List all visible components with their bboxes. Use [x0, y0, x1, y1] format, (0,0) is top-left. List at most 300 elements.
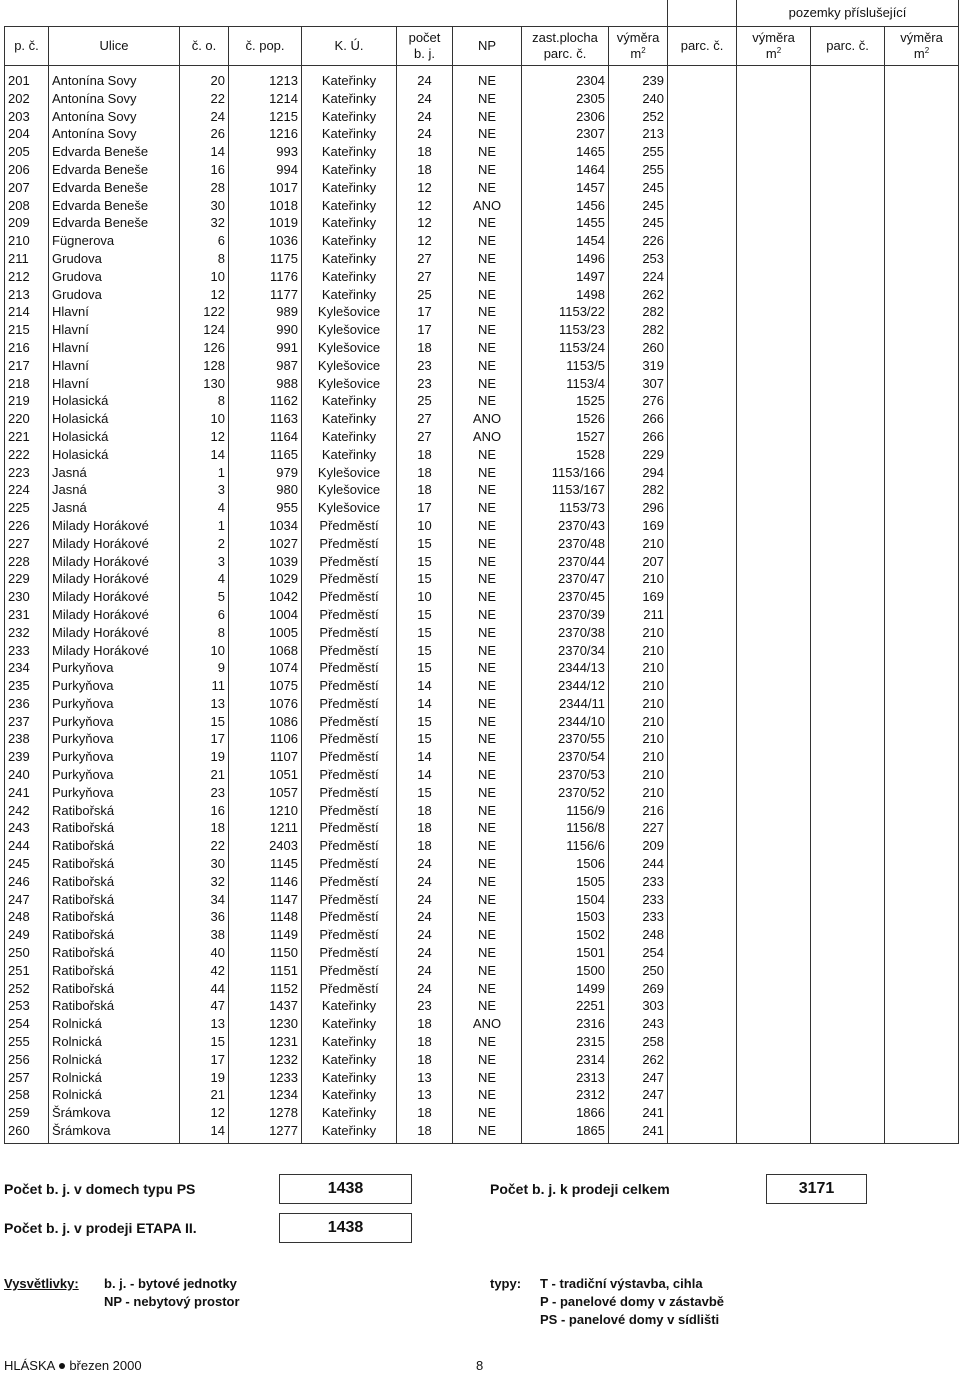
cell-vymera: 210 — [609, 624, 668, 642]
cell-empty — [737, 748, 811, 766]
cell-zast-parc: 1499 — [522, 980, 609, 998]
cell-np: NE — [453, 1122, 522, 1143]
cell-cpop: 1029 — [229, 570, 302, 588]
cell-pocet: 14 — [397, 766, 453, 784]
cell-ku: Předměstí — [302, 748, 397, 766]
cell-cpop: 1162 — [229, 392, 302, 410]
cell-zast-parc: 1505 — [522, 873, 609, 891]
cell-co: 38 — [180, 926, 229, 944]
cell-empty — [811, 642, 885, 660]
cell-ku: Předměstí — [302, 837, 397, 855]
cell-vymera: 210 — [609, 748, 668, 766]
cell-empty — [811, 677, 885, 695]
cell-cpop: 1107 — [229, 748, 302, 766]
cell-np: NE — [453, 392, 522, 410]
cell-zast-parc: 2370/38 — [522, 624, 609, 642]
cell-empty — [668, 1015, 737, 1033]
cell-cpop: 979 — [229, 464, 302, 482]
legend-np: NP - nebytový prostor — [104, 1294, 240, 1309]
cell-vymera: 250 — [609, 962, 668, 980]
table-row — [5, 90, 959, 108]
cell-empty — [737, 446, 811, 464]
table-row — [5, 908, 959, 926]
cell-ku: Kylešovice — [302, 303, 397, 321]
cell-vymera: 213 — [609, 125, 668, 143]
cell-vymera: 258 — [609, 1033, 668, 1051]
cell-empty — [811, 125, 885, 143]
cell-co: 47 — [180, 997, 229, 1015]
cell-zast-parc: 2370/39 — [522, 606, 609, 624]
cell-empty — [811, 659, 885, 677]
cell-empty — [885, 108, 959, 126]
cell-empty — [885, 250, 959, 268]
cell-np: ANO — [453, 410, 522, 428]
cell-empty — [737, 321, 811, 339]
cell-ulice: Milady Horákové — [49, 606, 180, 624]
cell-np: NE — [453, 606, 522, 624]
cell-empty — [811, 908, 885, 926]
cell-pocet: 15 — [397, 535, 453, 553]
cell-pocet: 24 — [397, 962, 453, 980]
cell-empty — [811, 802, 885, 820]
cell-empty — [668, 695, 737, 713]
cell-ulice: Rolnická — [49, 1051, 180, 1069]
cell-empty — [737, 1104, 811, 1122]
cell-co: 23 — [180, 784, 229, 802]
cell-pocet: 15 — [397, 553, 453, 571]
cell-np: NE — [453, 553, 522, 571]
cell-pocet: 13 — [397, 1086, 453, 1104]
cell-ulice: Hlavní — [49, 321, 180, 339]
cell-empty — [668, 606, 737, 624]
cell-empty — [885, 730, 959, 748]
col-parc1-header: parc. č. — [668, 27, 737, 66]
cell-vymera: 282 — [609, 321, 668, 339]
cell-empty — [668, 125, 737, 143]
cell-np: NE — [453, 802, 522, 820]
cell-empty — [885, 980, 959, 998]
cell-pocet: 27 — [397, 268, 453, 286]
cell-empty — [811, 624, 885, 642]
table-row — [5, 677, 959, 695]
cell-pc: 232 — [5, 624, 49, 642]
cell-cpop: 1018 — [229, 197, 302, 215]
cell-ku: Předměstí — [302, 962, 397, 980]
cell-ulice: Antonína Sovy — [49, 66, 180, 90]
cell-vymera: 241 — [609, 1104, 668, 1122]
cell-ulice: Ratibořská — [49, 962, 180, 980]
cell-empty — [885, 357, 959, 375]
table-row — [5, 125, 959, 143]
table-row — [5, 1104, 959, 1122]
cell-co: 19 — [180, 748, 229, 766]
cell-zast-parc: 2304 — [522, 66, 609, 90]
cell-pocet: 12 — [397, 197, 453, 215]
cell-ulice: Ratibořská — [49, 997, 180, 1015]
cell-co: 4 — [180, 499, 229, 517]
cell-pocet: 27 — [397, 428, 453, 446]
cell-empty — [885, 232, 959, 250]
cell-zast-parc: 1156/9 — [522, 802, 609, 820]
cell-ulice: Ratibořská — [49, 891, 180, 909]
cell-ulice: Holasická — [49, 392, 180, 410]
table-row — [5, 197, 959, 215]
cell-np: NE — [453, 624, 522, 642]
cell-pc: 259 — [5, 1104, 49, 1122]
cell-pocet: 15 — [397, 659, 453, 677]
cell-pocet: 13 — [397, 1069, 453, 1087]
summary-ps-label: Počet b. j. v domech typu PS — [4, 1181, 196, 1197]
legend-bj: b. j. - bytové jednotky — [104, 1276, 237, 1291]
cell-zast-parc: 1497 — [522, 268, 609, 286]
cell-pc: 247 — [5, 891, 49, 909]
cell-np: NE — [453, 980, 522, 998]
cell-ku: Kateřinky — [302, 1122, 397, 1143]
cell-pocet: 15 — [397, 730, 453, 748]
cell-np: ANO — [453, 197, 522, 215]
cell-ku: Kateřinky — [302, 90, 397, 108]
cell-cpop: 1232 — [229, 1051, 302, 1069]
cell-np: NE — [453, 819, 522, 837]
cell-empty — [885, 908, 959, 926]
cell-empty — [668, 161, 737, 179]
cell-vymera: 262 — [609, 286, 668, 304]
cell-vymera: 169 — [609, 588, 668, 606]
col-zast-header: zast.plocha parc. č. — [522, 27, 609, 66]
cell-empty — [811, 570, 885, 588]
cell-np: NE — [453, 1069, 522, 1087]
bullet-icon — [59, 1363, 65, 1369]
cell-ulice: Edvarda Beneše — [49, 214, 180, 232]
cell-co: 15 — [180, 713, 229, 731]
cell-ku: Kateřinky — [302, 1069, 397, 1087]
col-pocet-header: počet b. j. — [397, 27, 453, 66]
cell-empty — [811, 392, 885, 410]
cell-zast-parc: 2344/12 — [522, 677, 609, 695]
cell-co: 5 — [180, 588, 229, 606]
cell-pocet: 18 — [397, 143, 453, 161]
cell-zast-parc: 1153/166 — [522, 464, 609, 482]
cell-empty — [668, 926, 737, 944]
cell-pc: 227 — [5, 535, 49, 553]
cell-zast-parc: 1465 — [522, 143, 609, 161]
cell-empty — [668, 855, 737, 873]
cell-cpop: 1075 — [229, 677, 302, 695]
cell-ku: Předměstí — [302, 553, 397, 571]
cell-vymera: 211 — [609, 606, 668, 624]
cell-vymera: 239 — [609, 66, 668, 90]
cell-np: NE — [453, 321, 522, 339]
cell-ku: Předměstí — [302, 980, 397, 998]
cell-co: 32 — [180, 873, 229, 891]
cell-empty — [811, 339, 885, 357]
col-vym2-header: výměra $m^2$ — [737, 27, 811, 66]
cell-vymera: 307 — [609, 375, 668, 393]
cell-co: 26 — [180, 125, 229, 143]
cell-ku: Kateřinky — [302, 66, 397, 90]
cell-cpop: 1019 — [229, 214, 302, 232]
col-np-header: NP — [453, 27, 522, 66]
cell-pocet: 24 — [397, 926, 453, 944]
cell-pocet: 18 — [397, 339, 453, 357]
cell-zast-parc: 2370/44 — [522, 553, 609, 571]
cell-empty — [737, 624, 811, 642]
cell-co: 11 — [180, 677, 229, 695]
cell-co: 17 — [180, 730, 229, 748]
cell-pocet: 17 — [397, 499, 453, 517]
cell-zast-parc: 2314 — [522, 1051, 609, 1069]
cell-co: 1 — [180, 464, 229, 482]
table-row — [5, 748, 959, 766]
cell-empty — [668, 375, 737, 393]
cell-empty — [737, 499, 811, 517]
cell-co: 21 — [180, 766, 229, 784]
cell-empty — [811, 535, 885, 553]
cell-empty — [811, 926, 885, 944]
cell-co: 1 — [180, 517, 229, 535]
cell-co: 8 — [180, 392, 229, 410]
col-ku-header: K. Ú. — [302, 27, 397, 66]
cell-ku: Kateřinky — [302, 161, 397, 179]
table-row — [5, 944, 959, 962]
footer-publication: HLÁSKA březen 2000 — [4, 1358, 142, 1373]
cell-np: NE — [453, 268, 522, 286]
cell-ulice: Purkyňova — [49, 695, 180, 713]
cell-ulice: Edvarda Beneše — [49, 161, 180, 179]
table-row — [5, 161, 959, 179]
cell-np: NE — [453, 855, 522, 873]
cell-zast-parc: 2307 — [522, 125, 609, 143]
cell-vymera: 282 — [609, 481, 668, 499]
cell-vymera: 233 — [609, 908, 668, 926]
cell-vymera: 244 — [609, 855, 668, 873]
table-row — [5, 1033, 959, 1051]
cell-empty — [668, 410, 737, 428]
cell-np: NE — [453, 214, 522, 232]
cell-zast-parc: 2344/13 — [522, 659, 609, 677]
cell-pc: 205 — [5, 143, 49, 161]
cell-vymera: 266 — [609, 428, 668, 446]
cell-pc: 203 — [5, 108, 49, 126]
cell-zast-parc: 1526 — [522, 410, 609, 428]
cell-ku: Kateřinky — [302, 143, 397, 161]
cell-pc: 219 — [5, 392, 49, 410]
cell-cpop: 1213 — [229, 66, 302, 90]
cell-ku: Předměstí — [302, 606, 397, 624]
cell-ulice: Hlavní — [49, 357, 180, 375]
cell-pocet: 14 — [397, 695, 453, 713]
cell-empty — [811, 1015, 885, 1033]
cell-ulice: Milady Horákové — [49, 588, 180, 606]
cell-vymera: 296 — [609, 499, 668, 517]
table-row — [5, 286, 959, 304]
cell-cpop: 989 — [229, 303, 302, 321]
cell-np: NE — [453, 232, 522, 250]
cell-empty — [737, 143, 811, 161]
cell-cpop: 1177 — [229, 286, 302, 304]
cell-ku: Předměstí — [302, 891, 397, 909]
cell-cpop: 1004 — [229, 606, 302, 624]
cell-ulice: Antonína Sovy — [49, 90, 180, 108]
cell-ulice: Ratibořská — [49, 837, 180, 855]
cell-empty — [737, 784, 811, 802]
cell-ku: Předměstí — [302, 517, 397, 535]
cell-vymera: 253 — [609, 250, 668, 268]
cell-pc: 220 — [5, 410, 49, 428]
cell-cpop: 1150 — [229, 944, 302, 962]
cell-cpop: 1036 — [229, 232, 302, 250]
table-row — [5, 66, 959, 90]
cell-vymera: 282 — [609, 303, 668, 321]
cell-empty — [885, 997, 959, 1015]
cell-ku: Kateřinky — [302, 1104, 397, 1122]
cell-cpop: 1076 — [229, 695, 302, 713]
cell-ku: Předměstí — [302, 659, 397, 677]
footer-page-number: 8 — [476, 1358, 484, 1373]
cell-cpop: 1148 — [229, 908, 302, 926]
cell-cpop: 1437 — [229, 997, 302, 1015]
cell-pocet: 15 — [397, 624, 453, 642]
cell-pc: 204 — [5, 125, 49, 143]
cell-empty — [737, 606, 811, 624]
cell-empty — [668, 659, 737, 677]
cell-cpop: 1175 — [229, 250, 302, 268]
cell-empty — [885, 481, 959, 499]
cell-empty — [737, 303, 811, 321]
cell-empty — [811, 232, 885, 250]
cell-empty — [811, 855, 885, 873]
cell-np: NE — [453, 90, 522, 108]
table-row — [5, 339, 959, 357]
cell-ulice: Ratibořská — [49, 980, 180, 998]
cell-vymera: 210 — [609, 570, 668, 588]
cell-empty — [811, 179, 885, 197]
cell-empty — [737, 873, 811, 891]
cell-pc: 213 — [5, 286, 49, 304]
cell-empty — [811, 481, 885, 499]
cell-ku: Kateřinky — [302, 125, 397, 143]
cell-empty — [737, 66, 811, 90]
cell-pc: 260 — [5, 1122, 49, 1143]
cell-zast-parc: 1503 — [522, 908, 609, 926]
cell-co: 124 — [180, 321, 229, 339]
cell-empty — [811, 303, 885, 321]
summary-etapa-label: Počet b. j. v prodeji ETAPA II. — [4, 1220, 197, 1236]
cell-co: 128 — [180, 357, 229, 375]
cell-empty — [737, 1122, 811, 1143]
cell-empty — [885, 446, 959, 464]
cell-co: 40 — [180, 944, 229, 962]
cell-empty — [737, 535, 811, 553]
cell-np: NE — [453, 730, 522, 748]
cell-ulice: Ratibořská — [49, 873, 180, 891]
cell-co: 16 — [180, 161, 229, 179]
table-row — [5, 997, 959, 1015]
cell-pc: 239 — [5, 748, 49, 766]
cell-empty — [885, 1015, 959, 1033]
cell-empty — [811, 357, 885, 375]
cell-empty — [737, 944, 811, 962]
table-row — [5, 553, 959, 571]
cell-ku: Předměstí — [302, 873, 397, 891]
cell-pocet: 15 — [397, 642, 453, 660]
cell-empty — [811, 90, 885, 108]
cell-empty — [668, 837, 737, 855]
cell-np: NE — [453, 125, 522, 143]
cell-cpop: 1151 — [229, 962, 302, 980]
cell-pocet: 18 — [397, 464, 453, 482]
cell-np: NE — [453, 66, 522, 90]
cell-pc: 253 — [5, 997, 49, 1015]
cell-vymera: 248 — [609, 926, 668, 944]
table-row — [5, 1069, 959, 1087]
table-row — [5, 481, 959, 499]
cell-empty — [668, 944, 737, 962]
cell-np: NE — [453, 944, 522, 962]
cell-ulice: Purkyňova — [49, 659, 180, 677]
cell-empty — [737, 464, 811, 482]
cell-empty — [668, 1104, 737, 1122]
cell-co: 12 — [180, 428, 229, 446]
cell-pocet: 12 — [397, 232, 453, 250]
cell-co: 17 — [180, 1051, 229, 1069]
table-row — [5, 1051, 959, 1069]
cell-ulice: Edvarda Beneše — [49, 197, 180, 215]
cell-pocet: 24 — [397, 873, 453, 891]
cell-pocet: 18 — [397, 446, 453, 464]
cell-pocet: 15 — [397, 784, 453, 802]
cell-cpop: 1234 — [229, 1086, 302, 1104]
cell-ulice: Ratibořská — [49, 944, 180, 962]
cell-empty — [737, 695, 811, 713]
cell-empty — [668, 303, 737, 321]
cell-empty — [885, 197, 959, 215]
cell-co: 22 — [180, 837, 229, 855]
table-row — [5, 926, 959, 944]
cell-empty — [811, 268, 885, 286]
cell-empty — [885, 588, 959, 606]
cell-empty — [885, 1033, 959, 1051]
cell-empty — [811, 553, 885, 571]
cell-empty — [885, 944, 959, 962]
cell-cpop: 1005 — [229, 624, 302, 642]
cell-empty — [885, 143, 959, 161]
table-row — [5, 980, 959, 998]
cell-ulice: Milady Horákové — [49, 553, 180, 571]
cell-empty — [668, 570, 737, 588]
cell-empty — [668, 873, 737, 891]
cell-np: NE — [453, 784, 522, 802]
cell-ulice: Holasická — [49, 446, 180, 464]
table-row — [5, 464, 959, 482]
cell-cpop: 1216 — [229, 125, 302, 143]
table-row — [5, 392, 959, 410]
cell-empty — [811, 891, 885, 909]
cell-zast-parc: 1153/167 — [522, 481, 609, 499]
cell-co: 34 — [180, 891, 229, 909]
cell-cpop: 1149 — [229, 926, 302, 944]
cell-co: 18 — [180, 819, 229, 837]
cell-co: 42 — [180, 962, 229, 980]
table-row — [5, 375, 959, 393]
cell-pocet: 14 — [397, 677, 453, 695]
cell-cpop: 988 — [229, 375, 302, 393]
cell-ulice: Šrámkova — [49, 1122, 180, 1143]
cell-ku: Předměstí — [302, 855, 397, 873]
cell-empty — [737, 90, 811, 108]
cell-np: NE — [453, 1086, 522, 1104]
cell-np: NE — [453, 588, 522, 606]
